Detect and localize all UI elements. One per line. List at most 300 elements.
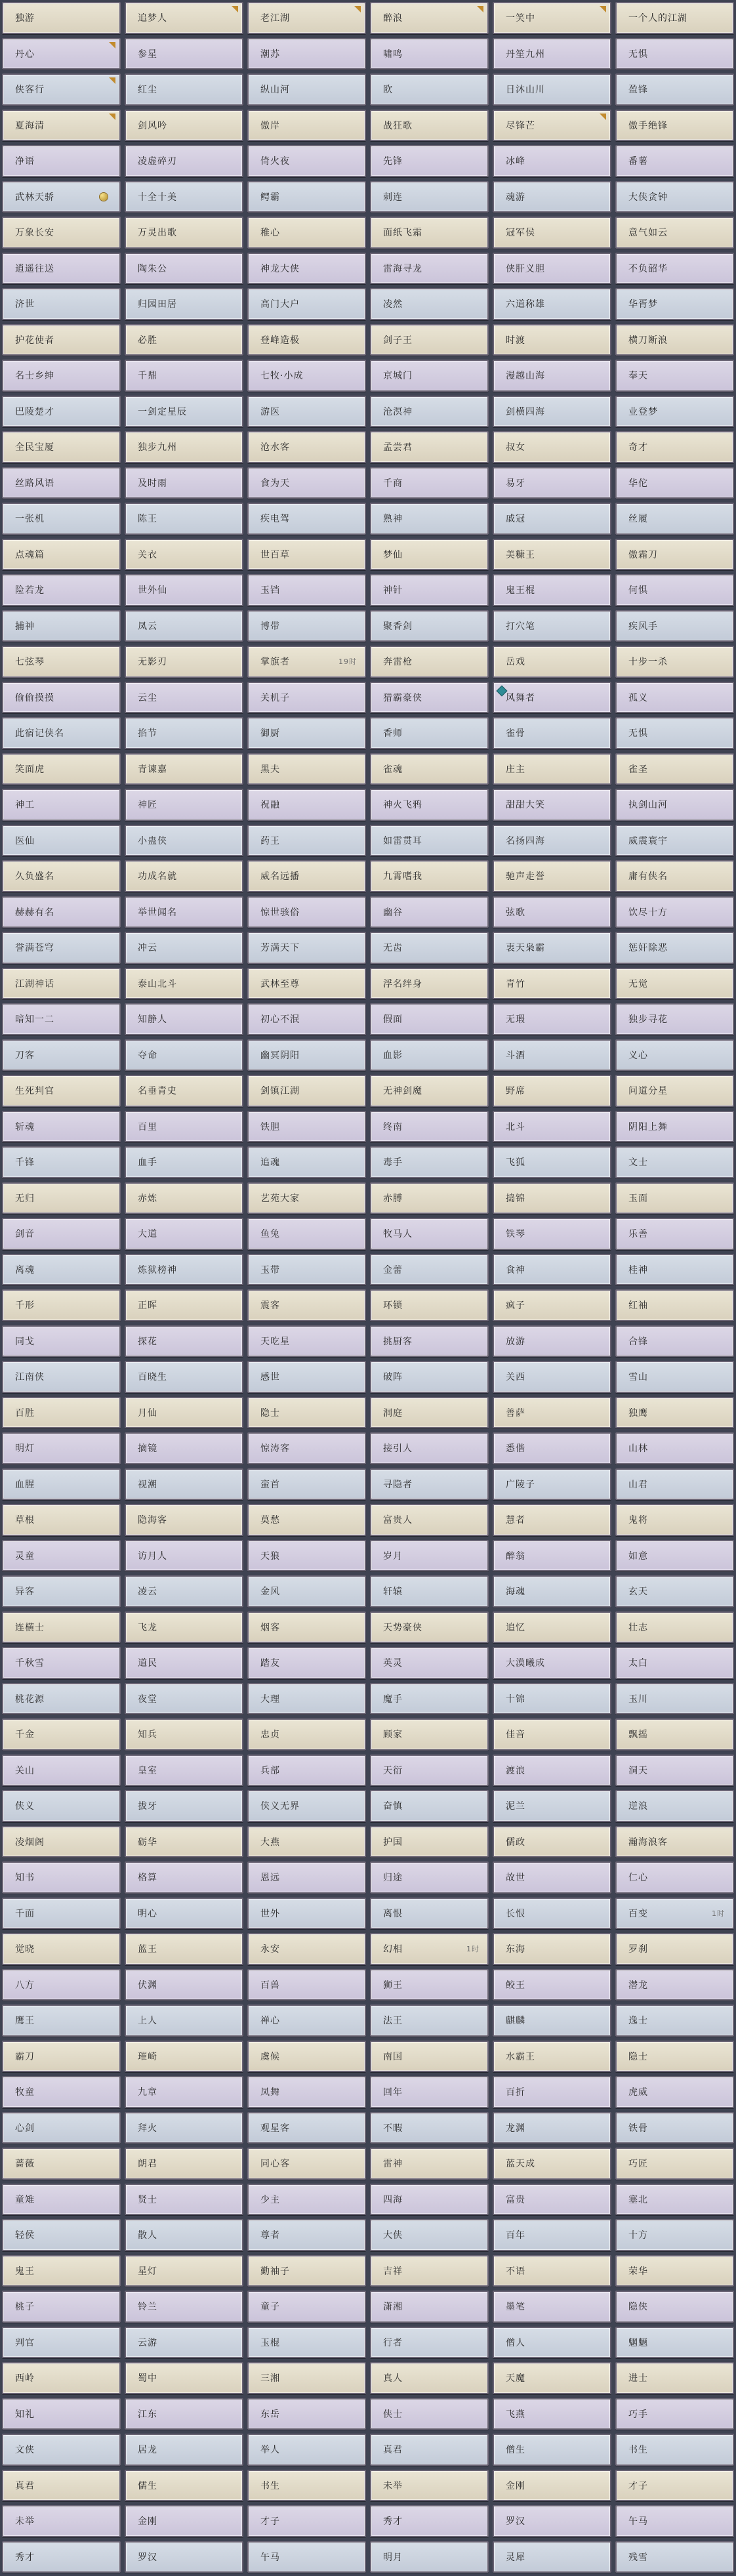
title-cell[interactable]: [247, 1146, 366, 1178]
title-cell[interactable]: [2, 1683, 121, 1715]
title-cell[interactable]: [247, 467, 366, 499]
title-cell[interactable]: [125, 1146, 243, 1178]
title-cell[interactable]: [125, 2148, 243, 2180]
title-cell[interactable]: [615, 324, 734, 356]
title-cell[interactable]: [125, 2112, 243, 2144]
title-cell[interactable]: [125, 825, 243, 857]
title-cell[interactable]: [370, 1325, 489, 1358]
title-cell[interactable]: [2, 968, 121, 1000]
title-cell[interactable]: [2, 1540, 121, 1572]
title-cell[interactable]: [370, 503, 489, 535]
title-cell[interactable]: [2, 1718, 121, 1751]
title-cell[interactable]: [125, 1039, 243, 1071]
title-cell[interactable]: [2, 2219, 121, 2251]
title-cell[interactable]: [247, 253, 366, 285]
title-cell[interactable]: [2, 682, 121, 714]
title-cell[interactable]: [615, 1647, 734, 1679]
title-cell[interactable]: [125, 1683, 243, 1715]
title-cell[interactable]: [247, 2505, 366, 2537]
title-cell[interactable]: [2, 1003, 121, 1035]
title-cell[interactable]: [493, 1826, 611, 1858]
title-cell[interactable]: [493, 2470, 611, 2502]
title-cell[interactable]: [2, 1111, 121, 1143]
title-cell[interactable]: [615, 682, 734, 714]
title-cell[interactable]: [615, 1504, 734, 1536]
title-cell[interactable]: [247, 753, 366, 785]
title-cell[interactable]: [493, 467, 611, 499]
title-cell[interactable]: [370, 217, 489, 249]
title-cell[interactable]: [2, 503, 121, 535]
title-cell[interactable]: [370, 1254, 489, 1286]
title-cell[interactable]: [2, 860, 121, 892]
title-cell[interactable]: [493, 1254, 611, 1286]
title-cell[interactable]: [615, 431, 734, 463]
title-cell[interactable]: [370, 1361, 489, 1393]
title-cell[interactable]: [370, 324, 489, 356]
title-cell[interactable]: [615, 2, 734, 34]
title-cell[interactable]: [493, 968, 611, 1000]
title-cell[interactable]: [370, 2327, 489, 2359]
title-cell[interactable]: [615, 646, 734, 678]
title-cell[interactable]: [615, 753, 734, 785]
title-cell[interactable]: [370, 753, 489, 785]
title-cell[interactable]: [615, 1432, 734, 1465]
title-cell[interactable]: [493, 1325, 611, 1358]
title-cell[interactable]: [370, 1540, 489, 1572]
title-cell[interactable]: [247, 789, 366, 821]
title-cell[interactable]: [615, 1898, 734, 1930]
title-cell[interactable]: [125, 896, 243, 928]
title-cell[interactable]: [2, 2148, 121, 2180]
title-cell[interactable]: [615, 2112, 734, 2144]
title-cell[interactable]: [370, 1826, 489, 1858]
title-cell[interactable]: [247, 1397, 366, 1429]
title-cell[interactable]: [125, 145, 243, 177]
title-cell[interactable]: [493, 1575, 611, 1608]
title-cell[interactable]: [370, 2, 489, 34]
title-cell[interactable]: [493, 1611, 611, 1644]
title-cell[interactable]: [247, 2184, 366, 2216]
title-cell[interactable]: [493, 896, 611, 928]
title-cell[interactable]: [615, 539, 734, 571]
title-cell[interactable]: [493, 2184, 611, 2216]
title-cell[interactable]: [493, 1969, 611, 2001]
title-cell[interactable]: [247, 896, 366, 928]
title-cell[interactable]: [247, 2, 366, 34]
title-cell[interactable]: [125, 789, 243, 821]
title-cell[interactable]: [370, 1933, 489, 1965]
title-cell[interactable]: [247, 1790, 366, 1822]
title-cell[interactable]: [2, 2505, 121, 2537]
title-cell[interactable]: [247, 2219, 366, 2251]
title-cell[interactable]: [493, 1003, 611, 1035]
title-cell[interactable]: [125, 1933, 243, 1965]
title-cell[interactable]: [2, 181, 121, 213]
title-cell[interactable]: [370, 38, 489, 70]
title-cell[interactable]: [247, 1575, 366, 1608]
title-cell[interactable]: [247, 2255, 366, 2287]
title-cell[interactable]: [370, 1218, 489, 1250]
title-cell[interactable]: [615, 2434, 734, 2466]
title-cell[interactable]: [493, 38, 611, 70]
title-cell[interactable]: [615, 253, 734, 285]
title-cell[interactable]: [2, 1075, 121, 1107]
title-cell[interactable]: [493, 2, 611, 34]
title-cell[interactable]: [493, 1790, 611, 1822]
title-cell[interactable]: [370, 574, 489, 606]
title-cell[interactable]: [2, 217, 121, 249]
title-cell[interactable]: [125, 360, 243, 392]
title-cell[interactable]: [615, 467, 734, 499]
title-cell[interactable]: [125, 2076, 243, 2108]
title-cell[interactable]: [493, 789, 611, 821]
title-cell[interactable]: [370, 860, 489, 892]
title-cell[interactable]: [615, 1969, 734, 2001]
title-cell[interactable]: [370, 1432, 489, 1465]
title-cell[interactable]: [125, 1361, 243, 1393]
title-cell[interactable]: [493, 1755, 611, 1787]
title-cell[interactable]: [2, 2076, 121, 2108]
title-cell[interactable]: [125, 1075, 243, 1107]
title-cell[interactable]: [2, 1325, 121, 1358]
title-cell[interactable]: [247, 1611, 366, 1644]
title-cell[interactable]: [2, 1933, 121, 1965]
title-cell[interactable]: [615, 1575, 734, 1608]
title-cell[interactable]: [2, 73, 121, 106]
title-cell[interactable]: [370, 145, 489, 177]
title-cell[interactable]: [125, 73, 243, 106]
title-cell[interactable]: [125, 1898, 243, 1930]
title-cell[interactable]: [247, 1647, 366, 1679]
title-cell[interactable]: [2, 2255, 121, 2287]
title-cell[interactable]: [615, 1861, 734, 1894]
title-cell[interactable]: [2, 2184, 121, 2216]
title-cell[interactable]: [615, 2005, 734, 2037]
title-cell[interactable]: [125, 968, 243, 1000]
title-cell[interactable]: [125, 539, 243, 571]
title-cell[interactable]: [2, 288, 121, 320]
title-cell[interactable]: [615, 1146, 734, 1178]
title-cell[interactable]: [493, 2005, 611, 2037]
title-cell[interactable]: [370, 1289, 489, 1321]
title-cell[interactable]: [493, 682, 611, 714]
title-cell[interactable]: [247, 825, 366, 857]
title-cell[interactable]: [615, 73, 734, 106]
title-cell[interactable]: [247, 717, 366, 749]
title-cell[interactable]: [370, 360, 489, 392]
title-cell[interactable]: [247, 1432, 366, 1465]
title-cell[interactable]: [615, 1361, 734, 1393]
title-cell[interactable]: [615, 1075, 734, 1107]
title-cell[interactable]: [615, 110, 734, 142]
title-cell[interactable]: [370, 2005, 489, 2037]
title-cell[interactable]: [493, 1146, 611, 1178]
title-cell[interactable]: [247, 73, 366, 106]
title-cell[interactable]: [2, 610, 121, 642]
title-cell[interactable]: [2, 2291, 121, 2323]
title-cell[interactable]: [125, 646, 243, 678]
title-cell[interactable]: [493, 1039, 611, 1071]
title-cell[interactable]: [247, 2327, 366, 2359]
title-cell[interactable]: [2, 1647, 121, 1679]
title-cell[interactable]: [493, 503, 611, 535]
title-cell[interactable]: [247, 1289, 366, 1321]
title-cell[interactable]: [615, 1325, 734, 1358]
title-cell[interactable]: [125, 38, 243, 70]
title-cell[interactable]: [2, 1790, 121, 1822]
title-cell[interactable]: [247, 431, 366, 463]
title-cell[interactable]: [2, 467, 121, 499]
title-cell[interactable]: [493, 1289, 611, 1321]
title-cell[interactable]: [493, 110, 611, 142]
title-cell[interactable]: [247, 2112, 366, 2144]
title-cell[interactable]: [493, 610, 611, 642]
title-cell[interactable]: [370, 2362, 489, 2394]
title-cell[interactable]: [247, 2148, 366, 2180]
title-cell[interactable]: [493, 2255, 611, 2287]
title-cell[interactable]: [493, 646, 611, 678]
title-cell[interactable]: [2, 2362, 121, 2394]
title-cell[interactable]: [615, 896, 734, 928]
title-cell[interactable]: [493, 932, 611, 964]
title-cell[interactable]: [247, 1683, 366, 1715]
title-cell[interactable]: [493, 2291, 611, 2323]
title-cell[interactable]: [370, 2434, 489, 2466]
title-cell[interactable]: [125, 1826, 243, 1858]
title-cell[interactable]: [493, 2505, 611, 2537]
title-cell[interactable]: [2, 2005, 121, 2037]
title-cell[interactable]: [615, 1289, 734, 1321]
title-cell[interactable]: [125, 217, 243, 249]
title-cell[interactable]: [247, 503, 366, 535]
title-cell[interactable]: [125, 1397, 243, 1429]
title-cell[interactable]: [493, 1504, 611, 1536]
title-cell[interactable]: [247, 1755, 366, 1787]
title-cell[interactable]: [493, 1933, 611, 1965]
title-cell[interactable]: [125, 1861, 243, 1894]
title-cell[interactable]: [2, 1861, 121, 1894]
title-cell[interactable]: [493, 574, 611, 606]
title-cell[interactable]: [125, 396, 243, 428]
title-cell[interactable]: [615, 1003, 734, 1035]
title-cell[interactable]: [370, 2470, 489, 2502]
title-cell[interactable]: [247, 539, 366, 571]
title-cell[interactable]: [615, 574, 734, 606]
title-cell[interactable]: [493, 860, 611, 892]
title-cell[interactable]: [2, 646, 121, 678]
title-cell[interactable]: [2, 1969, 121, 2001]
title-cell[interactable]: [615, 396, 734, 428]
title-cell[interactable]: [370, 646, 489, 678]
title-cell[interactable]: [615, 2327, 734, 2359]
title-cell[interactable]: [247, 2362, 366, 2394]
title-cell[interactable]: [125, 2398, 243, 2430]
title-cell[interactable]: [247, 1075, 366, 1107]
title-cell[interactable]: [125, 1003, 243, 1035]
title-cell[interactable]: [615, 1182, 734, 1215]
title-cell[interactable]: [2, 717, 121, 749]
title-cell[interactable]: [125, 2219, 243, 2251]
title-cell[interactable]: [615, 1039, 734, 1071]
title-cell[interactable]: [615, 1611, 734, 1644]
title-cell[interactable]: [125, 1218, 243, 1250]
title-cell[interactable]: [370, 2112, 489, 2144]
title-cell[interactable]: [370, 539, 489, 571]
title-cell[interactable]: [247, 1504, 366, 1536]
title-cell[interactable]: [2, 110, 121, 142]
title-cell[interactable]: [493, 1432, 611, 1465]
title-cell[interactable]: [125, 1647, 243, 1679]
title-cell[interactable]: [370, 789, 489, 821]
title-cell[interactable]: [247, 2541, 366, 2573]
title-cell[interactable]: [615, 1218, 734, 1250]
title-cell[interactable]: [615, 1826, 734, 1858]
title-cell[interactable]: [370, 1611, 489, 1644]
title-cell[interactable]: [2, 1361, 121, 1393]
title-cell[interactable]: [125, 1755, 243, 1787]
title-cell[interactable]: [247, 110, 366, 142]
title-cell[interactable]: [125, 1254, 243, 1286]
title-cell[interactable]: [247, 2005, 366, 2037]
title-cell[interactable]: [370, 1790, 489, 1822]
title-cell[interactable]: [2, 574, 121, 606]
title-cell[interactable]: [493, 753, 611, 785]
title-cell[interactable]: [2, 1218, 121, 1250]
title-cell[interactable]: [615, 2470, 734, 2502]
title-cell[interactable]: [370, 2184, 489, 2216]
title-cell[interactable]: [615, 181, 734, 213]
title-cell[interactable]: [615, 1468, 734, 1501]
title-cell[interactable]: [370, 253, 489, 285]
title-cell[interactable]: [247, 1718, 366, 1751]
title-cell[interactable]: [370, 1861, 489, 1894]
title-cell[interactable]: [493, 2434, 611, 2466]
title-cell[interactable]: [370, 1182, 489, 1215]
title-cell[interactable]: [2, 1289, 121, 1321]
title-cell[interactable]: [2, 2434, 121, 2466]
title-cell[interactable]: [493, 2148, 611, 2180]
title-cell[interactable]: [615, 1111, 734, 1143]
title-cell[interactable]: [615, 360, 734, 392]
title-cell[interactable]: [125, 503, 243, 535]
title-cell[interactable]: [370, 1039, 489, 1071]
title-cell[interactable]: [2, 2470, 121, 2502]
title-cell[interactable]: [493, 360, 611, 392]
title-cell[interactable]: [370, 1146, 489, 1178]
title-cell[interactable]: [370, 1468, 489, 1501]
title-cell[interactable]: [370, 2219, 489, 2251]
title-cell[interactable]: [247, 1361, 366, 1393]
title-cell[interactable]: [370, 610, 489, 642]
title-cell[interactable]: [125, 932, 243, 964]
title-cell[interactable]: [493, 1861, 611, 1894]
title-cell[interactable]: [125, 2327, 243, 2359]
title-cell[interactable]: [2, 396, 121, 428]
title-cell[interactable]: [370, 682, 489, 714]
title-cell[interactable]: [370, 431, 489, 463]
title-cell[interactable]: [247, 1111, 366, 1143]
title-cell[interactable]: [125, 860, 243, 892]
title-cell[interactable]: [125, 1790, 243, 1822]
title-cell[interactable]: [493, 217, 611, 249]
title-cell[interactable]: [125, 1611, 243, 1644]
title-cell[interactable]: [493, 2327, 611, 2359]
title-cell[interactable]: [125, 1575, 243, 1608]
title-cell[interactable]: [493, 539, 611, 571]
title-cell[interactable]: [615, 217, 734, 249]
title-cell[interactable]: [125, 431, 243, 463]
title-cell[interactable]: [125, 1111, 243, 1143]
title-cell[interactable]: [125, 2541, 243, 2573]
title-cell[interactable]: [493, 1361, 611, 1393]
title-cell[interactable]: [370, 2291, 489, 2323]
title-cell[interactable]: [125, 181, 243, 213]
title-cell[interactable]: [125, 753, 243, 785]
title-cell[interactable]: [370, 396, 489, 428]
title-cell[interactable]: [370, 2398, 489, 2430]
title-cell[interactable]: [247, 2470, 366, 2502]
title-cell[interactable]: [615, 825, 734, 857]
title-cell[interactable]: [493, 288, 611, 320]
title-cell[interactable]: [125, 1432, 243, 1465]
title-cell[interactable]: [493, 396, 611, 428]
title-cell[interactable]: [2, 145, 121, 177]
title-cell[interactable]: [493, 2076, 611, 2108]
title-cell[interactable]: [615, 789, 734, 821]
title-cell[interactable]: [370, 181, 489, 213]
title-cell[interactable]: [2, 2541, 121, 2573]
title-cell[interactable]: [370, 2505, 489, 2537]
title-cell[interactable]: [2, 253, 121, 285]
title-cell[interactable]: [247, 145, 366, 177]
title-cell[interactable]: [125, 1182, 243, 1215]
title-cell[interactable]: [247, 682, 366, 714]
title-cell[interactable]: [2, 360, 121, 392]
title-cell[interactable]: [493, 825, 611, 857]
title-cell[interactable]: [493, 1397, 611, 1429]
title-cell[interactable]: [247, 1003, 366, 1035]
title-cell[interactable]: [370, 1075, 489, 1107]
title-cell[interactable]: [493, 324, 611, 356]
title-cell[interactable]: [493, 73, 611, 106]
title-cell[interactable]: [370, 1575, 489, 1608]
title-cell[interactable]: [615, 1683, 734, 1715]
title-cell[interactable]: [2, 324, 121, 356]
title-cell[interactable]: [247, 396, 366, 428]
title-cell[interactable]: [247, 2434, 366, 2466]
title-cell[interactable]: [247, 968, 366, 1000]
title-cell[interactable]: [615, 2541, 734, 2573]
title-cell[interactable]: [247, 324, 366, 356]
title-cell[interactable]: [615, 2219, 734, 2251]
title-cell[interactable]: [370, 1504, 489, 1536]
title-cell[interactable]: [2, 1826, 121, 1858]
title-cell[interactable]: [493, 1218, 611, 1250]
title-cell[interactable]: [2, 2112, 121, 2144]
title-cell[interactable]: [493, 1898, 611, 1930]
title-cell[interactable]: [2, 1504, 121, 1536]
title-cell[interactable]: [125, 2362, 243, 2394]
title-cell[interactable]: [615, 968, 734, 1000]
title-cell[interactable]: [615, 932, 734, 964]
title-cell[interactable]: [615, 860, 734, 892]
title-cell[interactable]: [370, 1647, 489, 1679]
title-cell[interactable]: [247, 2076, 366, 2108]
title-cell[interactable]: [615, 1755, 734, 1787]
title-cell[interactable]: [2, 539, 121, 571]
title-cell[interactable]: [125, 1504, 243, 1536]
title-cell[interactable]: [493, 145, 611, 177]
